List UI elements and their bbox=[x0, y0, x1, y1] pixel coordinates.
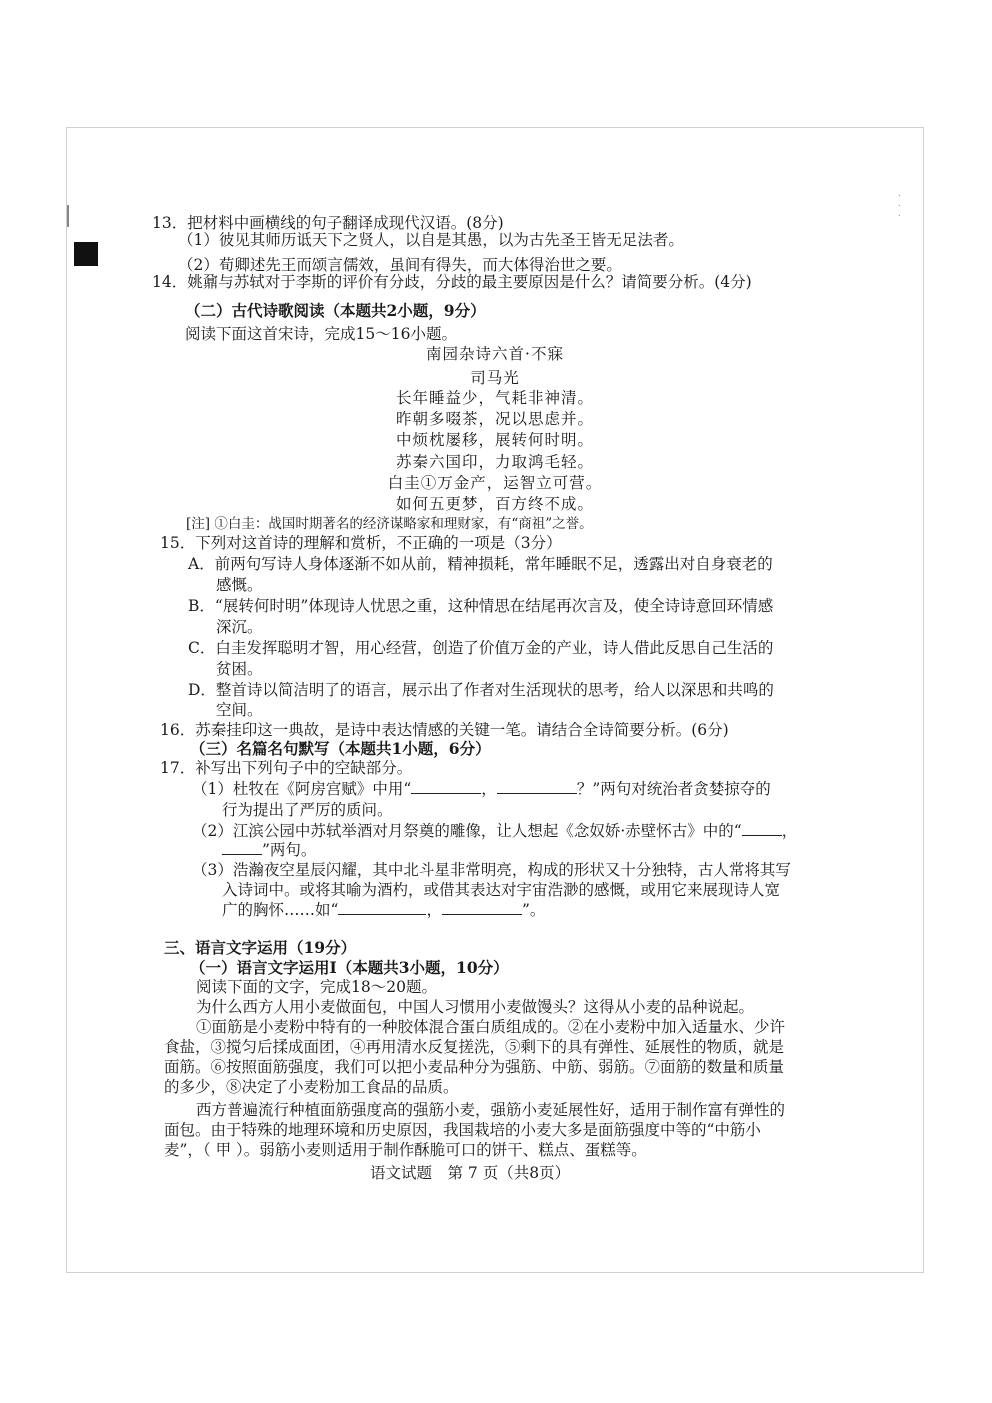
section-3-heading: 三、语言文字运用（19分） bbox=[164, 938, 357, 957]
poem-line: 长年睡益少，气耗非神清。 bbox=[395, 389, 594, 407]
q15-option-d: D．整首诗以简洁明了的语言，展示出了作者对生活现状的思考，给人以深思和共鸣的 bbox=[188, 681, 774, 699]
poem-line: 昨朝多啜茶，况以思虑并。 bbox=[395, 410, 594, 428]
passage-line: 为什么西方人用小麦做面包，中国人习惯用小麦做馒头？这得从小麦的品种说起。 bbox=[196, 998, 755, 1016]
passage-line: 食盐，③搅匀后揉成面团，④再用清水反复搓洗，⑤剩下的具有弹性、延展性的物质，就是 bbox=[164, 1038, 785, 1056]
q17-item-3-text-end: ”。 bbox=[521, 901, 546, 919]
poem-line: 白圭①万金产，运智立可营。 bbox=[387, 474, 603, 492]
answer-blank[interactable] bbox=[338, 900, 426, 915]
margin-scribble: ⸱ ⸱ ⸱ bbox=[898, 191, 901, 222]
q17-item-3-line3: 广的胸怀……如“ ， ”。 bbox=[222, 901, 546, 919]
q17-item-2: （2）江滨公园中苏轼举酒对月祭奠的雕像，让人想起《念奴娇·赤壁怀古》中的“ ， bbox=[192, 822, 798, 840]
q17-item-1: （1）杜牧在《阿房宫赋》中用“ ， ？”两句对统治者贪婪掠夺的 bbox=[192, 780, 771, 798]
passage-line: ①面筋是小麦粉中特有的一种胶体混合蛋白质组成的。②在小麦粉中加入适量水、少许 bbox=[196, 1018, 786, 1036]
section-3-sub-heading: （一）语言文字运用Ⅰ（本题共3小题，10分） bbox=[190, 958, 509, 977]
passage-line: 西方普遍流行种植面筋强度高的强筋小麦，强筋小麦延展性好，适用于制作富有弹性的 bbox=[196, 1101, 786, 1119]
q15-option-c-cont: 贫困。 bbox=[216, 660, 263, 678]
poem-note: [注] ①白圭：战国时期著名的经济谋略家和理财家，有“商祖”之誉。 bbox=[186, 516, 593, 532]
passage-line: 面筋。⑥按照面筋强度，我们可以把小麦品种分为强筋、中筋、弱筋。⑦面筋的数量和质量 bbox=[164, 1058, 785, 1076]
q17-item-1-text: （1）杜牧在《阿房宫赋》中用“ bbox=[192, 780, 412, 798]
q13-stem: 13．把材料中画横线的句子翻译成现代汉语。(8分) bbox=[152, 214, 504, 232]
page-footer: 语文试题 第 7 页（共8页） bbox=[370, 1164, 571, 1182]
q17-item-2-text: （2）江滨公园中苏轼举酒对月祭奠的雕像，让人想起《念奴娇·赤壁怀古》中的“ bbox=[192, 822, 742, 840]
q17-item-3-line2: 入诗词中。或将其喻为酒杓，或借其表达对宇宙浩渺的感慨，或用它来展现诗人宽 bbox=[222, 881, 781, 899]
q13-sentence-2: （2）荀卿述先王而颂言儒效，虽间有得失，而大体得治世之要。 bbox=[178, 256, 622, 274]
q15-option-d-cont: 空间。 bbox=[216, 701, 263, 719]
q17-item-1-cont: 行为提出了严厉的质问。 bbox=[222, 801, 393, 819]
q15-option-a-cont: 感慨。 bbox=[216, 576, 263, 594]
poetry-intro: 阅读下面这首宋诗，完成15～16小题。 bbox=[185, 325, 457, 343]
poem-author: 司马光 bbox=[470, 369, 520, 387]
passage-line: 的多少，⑧决定了小麦粉加工食品的品质。 bbox=[164, 1078, 459, 1096]
q17-item-2-text-end: ”两句。 bbox=[262, 841, 317, 859]
answer-blank[interactable] bbox=[497, 779, 577, 794]
q15-option-b-cont: 深沉。 bbox=[216, 618, 263, 636]
q17-item-3-text: 广的胸怀……如“ bbox=[222, 901, 339, 919]
poem-line: 中烦枕屡移，展转何时明。 bbox=[395, 431, 594, 449]
answer-blank[interactable] bbox=[222, 840, 262, 855]
q17-item-2-cont bbox=[222, 840, 316, 860]
q17-item-3: （3）浩瀚夜空星辰闪耀，其中北斗星非常明亮，构成的形状又十分独特，古人常将其写 bbox=[192, 861, 791, 879]
page-edge-mark bbox=[67, 205, 69, 227]
section-recitation-heading: （三）名篇名句默写（本题共1小题，6分） bbox=[190, 739, 491, 758]
section-poetry-heading: （二）古代诗歌阅读（本题共2小题，9分） bbox=[185, 301, 486, 320]
q14-stem: 14．姚鼐与苏轼对于李斯的评价有分歧，分歧的最主要原因是什么？请简要分析。(4分) bbox=[152, 273, 752, 291]
reading-intro: 阅读下面的文字，完成18～20题。 bbox=[196, 978, 437, 996]
poem-line: 苏秦六国印，力取鸿毛轻。 bbox=[395, 453, 594, 471]
q17-stem: 17．补写出下列句子中的空缺部分。 bbox=[160, 759, 413, 777]
q17-item-1-text-end: ？”两句对统治者贪婪掠夺的 bbox=[576, 780, 771, 798]
passage-line: 麦”，（ 甲 ）。弱筋小麦则适用于制作酥脆可口的饼干、糕点、蛋糕等。 bbox=[164, 1141, 647, 1159]
q15-option-a: A．前两句写诗人身体逐渐不如从前，精神损耗，常年睡眠不足，透露出对自身衰老的 bbox=[188, 555, 773, 573]
q15-option-b: B．“展转何时明”体现诗人忧思之重，这种情思在结尾再次言及，使全诗诗意回环情感 bbox=[188, 597, 774, 615]
answer-blank[interactable] bbox=[742, 821, 782, 836]
poem-title: 南园杂诗六首·不寐 bbox=[426, 345, 564, 363]
q16-stem: 16．苏秦挂印这一典故，是诗中表达情感的关键一笔。请结合全诗简要分析。(6分) bbox=[160, 721, 729, 739]
poem-line: 如何五更梦，百方终不成。 bbox=[395, 495, 594, 513]
passage-line: 面包。由于特殊的地理环境和历史原因，我国栽培的小麦大多是面筋强度中等的“中筋小 bbox=[164, 1121, 761, 1139]
q13-sentence-1: （1）彼见其师历诋天下之贤人，以自是其愚，以为古先圣王皆无足法者。 bbox=[178, 231, 684, 249]
q15-stem: 15．下列对这首诗的理解和赏析，不正确的一项是（3分） bbox=[160, 534, 562, 552]
q15-option-c: C．白圭发挥聪明才智，用心经营，创造了价值万金的产业，诗人借此反思自己生活的 bbox=[188, 639, 774, 657]
black-registration-mark bbox=[74, 242, 98, 266]
answer-blank[interactable] bbox=[442, 900, 522, 915]
answer-blank[interactable] bbox=[411, 779, 481, 794]
